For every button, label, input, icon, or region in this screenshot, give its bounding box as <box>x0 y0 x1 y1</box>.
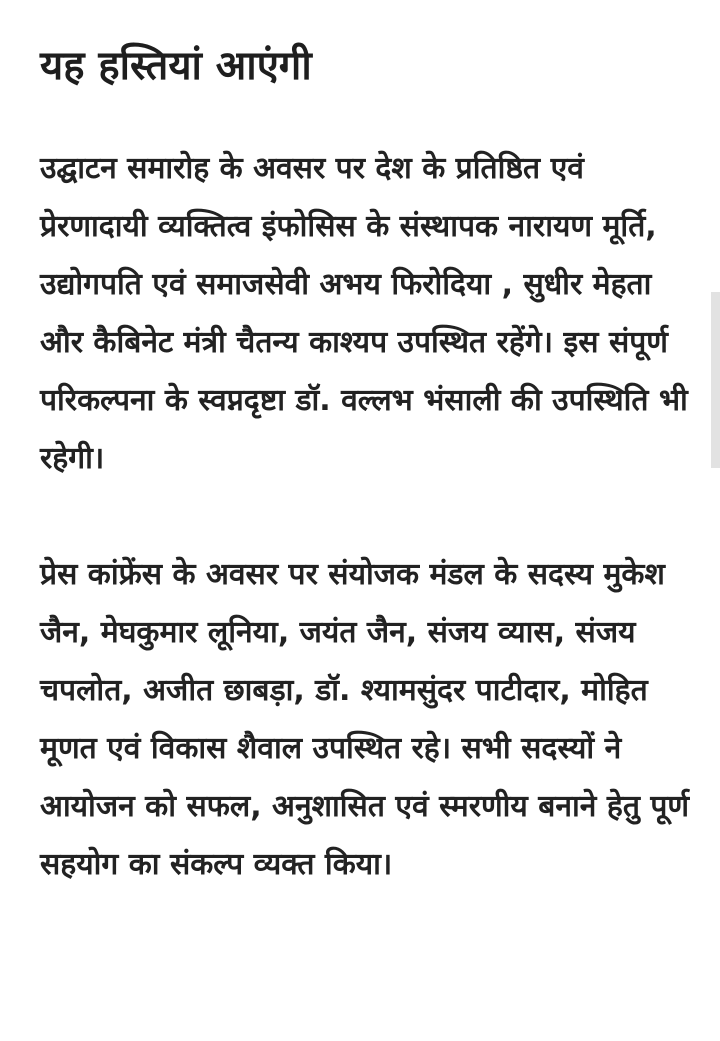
article-body <box>40 36 690 894</box>
article-paragraph-2: प्रेस कांफ्रेंस के अवसर पर संयोजक मंडल के सदस्य मुकेश जैन, मेघकुमार लूनिया, जयंत जैन, संजय व्यास, संजय चपलोत, अजीत छाबड़ा, डॉ. श्यामसुंदर पाटीदार, मोहित मूणत एवं विकास शैवाल उपस्थित रहे। सभी सदस्यों ने आयोजन को सफल, अनुशासित एवं स्मरणीय बनाने हेतु पूर्ण सहयोग का संकल्प व्यक्त किया। <box>40 557 690 882</box>
article-headline: यह हस्तियां आएंगी <box>40 43 312 89</box>
scrollbar[interactable] <box>711 292 720 468</box>
article-paragraph-1: उद्घाटन समारोह के अवसर पर देश के प्रतिष्ठित एवं प्रेरणादायी व्यक्तित्व इंफोसिस के संस्थापक नारायण मूर्ति, उद्योगपति एवं समाजसेवी अभय फिरोदिया , सुधीर मेहता और कैबिनेट मंत्री चैतन्य काश्यप उपस्थित रहेंगे। इस संपूर्ण परिकल्पना के स्वप्नदृष्टा डॉ. वल्लभ भंसाली की उपस्थिति भी रहेगी। <box>40 151 688 476</box>
